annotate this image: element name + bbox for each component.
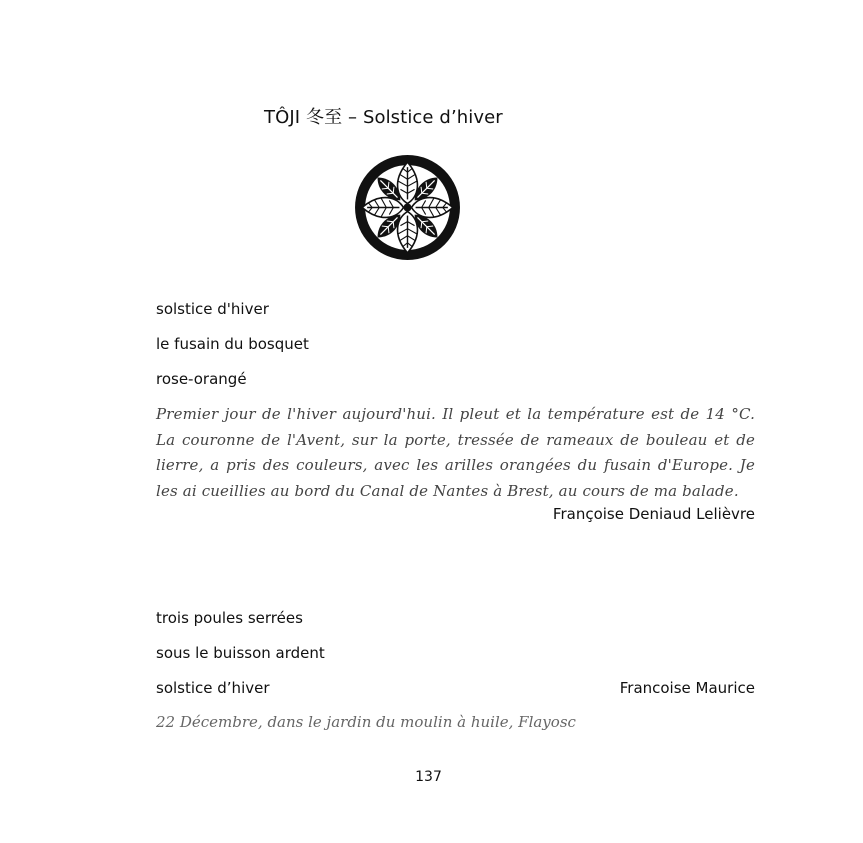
page-title: TÔJI 冬至 – Solstice d’hiver [264, 107, 503, 128]
poem2-line-2: sous le buisson ardent [156, 644, 325, 662]
poem1-line-2: le fusain du bosquet [156, 335, 309, 353]
poem2-author: Francoise Maurice [619, 679, 755, 697]
poem1-author: Françoise Deniaud Lelièvre [552, 505, 755, 523]
page-number: 137 [415, 769, 442, 785]
poem2-note: 22 Décembre, dans le jardin du moulin à huile, Flayosc [156, 713, 576, 731]
poem2-line-3: solstice d’hiver [156, 679, 270, 697]
family-crest-icon [352, 152, 463, 263]
poem2-line-1: trois poules serrées [156, 609, 303, 627]
poem1-line-1: solstice d'hiver [156, 300, 269, 318]
poem1-line-3: rose-orangé [156, 370, 247, 388]
poem1-prose: Premier jour de l'hiver aujourd'hui. Il pleut et la température est de 14 °C. La couronne de l'Avent, sur la porte, tressée de rameaux de bouleau et de lierre, a pris des couleurs, avec les arilles orangées du fusain d'Europe. Je les ai cueillies au bord du Canal de Nantes à Brest, au cours de ma balade. [156, 405, 755, 500]
